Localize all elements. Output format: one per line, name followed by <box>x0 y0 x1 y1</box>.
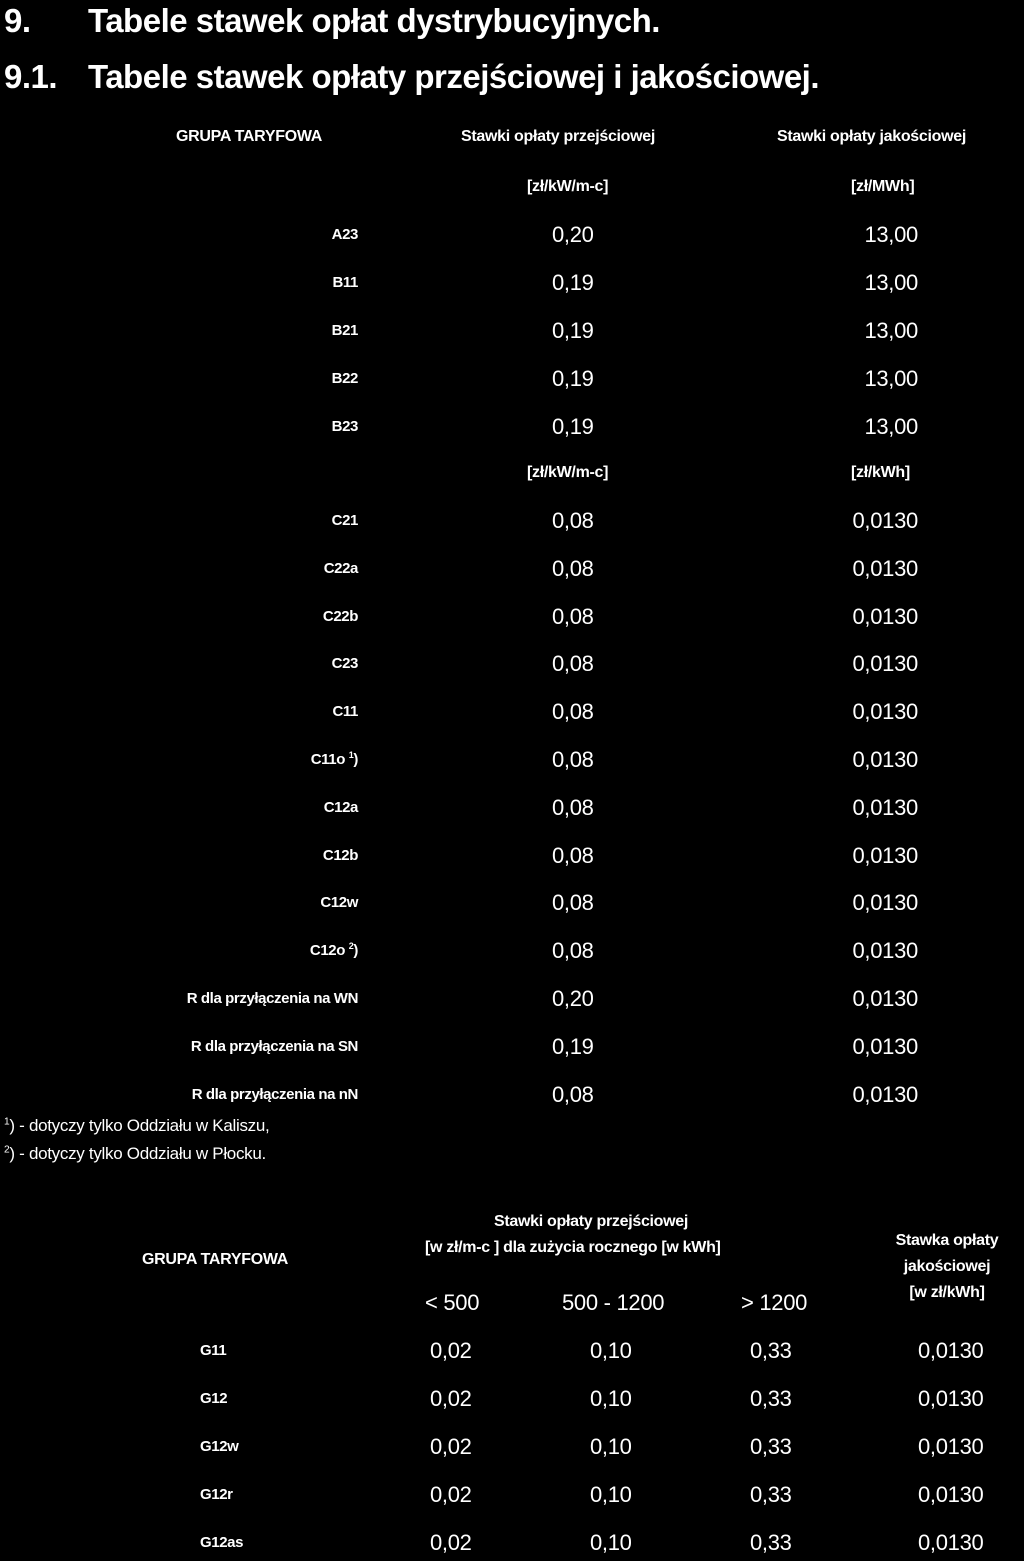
rate-under-500: 0,02 <box>430 1386 472 1411</box>
rate-over-1200: 0,33 <box>750 1530 792 1555</box>
subheader-over-1200: > 1200 <box>741 1290 808 1315</box>
rate-500-1200: 0,10 <box>590 1338 632 1363</box>
col-header-group: GRUPA TARYFOWA <box>176 128 323 145</box>
quality-rate: 0,0130 <box>852 986 918 1011</box>
group-code: C12w <box>320 894 358 912</box>
transitional-rate: 0,08 <box>552 603 594 629</box>
rate-under-500: 0,02 <box>430 1434 472 1459</box>
transitional-rate: 0,19 <box>552 318 594 343</box>
group-code: C22a <box>323 559 358 577</box>
transitional-rate: 0,08 <box>552 938 594 964</box>
group-code: C21 <box>331 512 358 529</box>
transitional-rate: 0,08 <box>552 842 594 868</box>
group-code: C12a <box>323 798 358 816</box>
group-code: C11 <box>332 703 358 721</box>
table-row <box>0 1386 1024 1416</box>
group-code: R dla przyłączenia na WN <box>186 990 358 1007</box>
rate-500-1200: 0,10 <box>590 1530 632 1555</box>
transitional-rate: 0,08 <box>552 1081 594 1107</box>
group-code: C22b <box>322 607 358 625</box>
table-row <box>0 366 1024 396</box>
transitional-rate: 0,08 <box>552 890 594 916</box>
transitional-rate: 0,08 <box>552 747 594 772</box>
quality-rate: 0,0130 <box>852 1033 918 1059</box>
quality-rate: 13,00 <box>864 270 918 295</box>
group-code: B21 <box>331 322 358 339</box>
rate-under-500: 0,02 <box>430 1338 472 1363</box>
quality-rate: 13,00 <box>864 414 918 439</box>
quality-rate: 0,0130 <box>852 938 918 964</box>
rate-under-500: 0,02 <box>430 1530 472 1555</box>
table-row <box>0 318 1024 348</box>
transitional-rate: 0,08 <box>552 794 594 820</box>
transitional-rate: 0,20 <box>552 222 594 247</box>
table-row <box>0 604 1024 634</box>
footnote: $^2$) - dotyczy tylko Oddziału w Płocku. <box>4 1144 266 1163</box>
table-row <box>0 1082 1024 1112</box>
rate-500-1200: 0,10 <box>590 1386 632 1411</box>
group-code: G12r <box>200 1486 233 1503</box>
quality-rate: 0,0130 <box>852 747 918 772</box>
table-row <box>0 699 1024 729</box>
table-row <box>0 1482 1024 1512</box>
table-row <box>0 1434 1024 1464</box>
table-row <box>0 986 1024 1016</box>
quality-rate: 0,0130 <box>918 1434 984 1459</box>
transitional-rate: 0,08 <box>552 651 594 677</box>
table-row <box>0 651 1024 681</box>
col-header-quality: Stawka opłaty jakościowej [w zł/kWh] <box>895 1232 999 1301</box>
table-row <box>0 270 1024 300</box>
transitional-rate: 0,20 <box>552 986 594 1011</box>
quality-rate: 0,0130 <box>852 842 918 868</box>
rate-over-1200: 0,33 <box>750 1386 792 1411</box>
subsection-number: 9.1. <box>4 58 58 95</box>
group-code: R dla przyłączenia na SN <box>190 1037 358 1055</box>
section-number: 9. <box>4 2 31 39</box>
quality-rate: 0,0130 <box>852 794 918 820</box>
rate-over-1200: 0,33 <box>750 1338 792 1363</box>
rate-500-1200: 0,10 <box>590 1482 632 1507</box>
group-code: G12as <box>200 1534 244 1551</box>
quality-rate: 13,00 <box>864 366 918 391</box>
table-row <box>0 556 1024 586</box>
section-heading <box>4 2 660 40</box>
group-code: C11o $^1$) <box>310 750 358 768</box>
group-code: C23 <box>331 655 358 673</box>
quality-rate: 0,0130 <box>852 508 918 533</box>
subsection-title: Tabele stawek opłaty przejściowej i jakościowej. <box>88 58 820 95</box>
group-code: B23 <box>331 418 358 435</box>
table-row <box>0 414 1024 444</box>
quality-rate: 0,0130 <box>852 651 918 677</box>
subheader-500-1200: 500 - 1200 <box>562 1290 665 1315</box>
quality-rate: 0,0130 <box>918 1386 984 1411</box>
group-code: G11 <box>200 1342 227 1359</box>
rate-over-1200: 0,33 <box>750 1434 792 1459</box>
col-header-quality: Stawki opłaty jakościowej <box>777 128 967 145</box>
quality-rate: 0,0130 <box>852 1081 918 1107</box>
group-code: C12o $^2$) <box>309 941 358 960</box>
table-row <box>0 795 1024 825</box>
table-row <box>0 1530 1024 1560</box>
transitional-rate: 0,08 <box>552 699 594 725</box>
rate-500-1200: 0,10 <box>590 1434 632 1459</box>
quality-rate: 0,0130 <box>852 603 918 629</box>
col-header-group: GRUPA TARYFOWA <box>142 1251 289 1268</box>
section-title: Tabele stawek opłat dystrybucyjnych. <box>88 2 660 39</box>
table-row <box>0 938 1024 968</box>
group-code: B22 <box>331 370 358 387</box>
transitional-rate: 0,19 <box>552 366 594 391</box>
unit-quality: [zł/kWh] <box>851 464 910 481</box>
group-code: R dla przyłączenia na nN <box>191 1085 358 1103</box>
quality-rate: 13,00 <box>864 222 918 247</box>
group-code: G12 <box>200 1390 228 1407</box>
table-row <box>0 1338 1024 1368</box>
quality-rate: 0,0130 <box>918 1530 984 1555</box>
quality-rate: 0,0130 <box>852 555 918 581</box>
col-header-transitional: Stawki opłaty przejściowej <box>461 128 656 145</box>
quality-rate: 0,0130 <box>852 699 918 725</box>
quality-rate: 0,0130 <box>918 1482 984 1507</box>
group-code: G12w <box>200 1438 239 1455</box>
subheader-under-500: < 500 <box>425 1290 480 1315</box>
subsection-heading <box>4 58 820 96</box>
quality-rate: 0,0130 <box>852 890 918 916</box>
quality-rate: 13,00 <box>864 318 918 343</box>
footnote: $^1$) - dotyczy tylko Oddziału w Kaliszu, <box>4 1116 270 1135</box>
rate-under-500: 0,02 <box>430 1482 472 1507</box>
unit-quality: [zł/MWh] <box>851 178 915 195</box>
unit-transitional: [zł/kW/m-c] <box>527 464 609 481</box>
transitional-rate: 0,19 <box>552 1033 594 1059</box>
table-row <box>0 890 1024 920</box>
unit-transitional: [zł/kW/m-c] <box>527 178 609 195</box>
transitional-rate: 0,08 <box>552 555 594 581</box>
quality-rate: 0,0130 <box>918 1338 984 1363</box>
table-row <box>0 843 1024 873</box>
table-row <box>0 1034 1024 1064</box>
transitional-rate: 0,19 <box>552 414 594 439</box>
table-row <box>0 508 1024 538</box>
group-code: B11 <box>332 274 358 291</box>
group-code: C12b <box>322 846 358 864</box>
table-row <box>0 747 1024 777</box>
rate-over-1200: 0,33 <box>750 1482 792 1507</box>
table-row <box>0 222 1024 252</box>
transitional-rate: 0,08 <box>552 508 594 533</box>
transitional-rate: 0,19 <box>552 270 594 295</box>
group-code: A23 <box>331 226 358 243</box>
